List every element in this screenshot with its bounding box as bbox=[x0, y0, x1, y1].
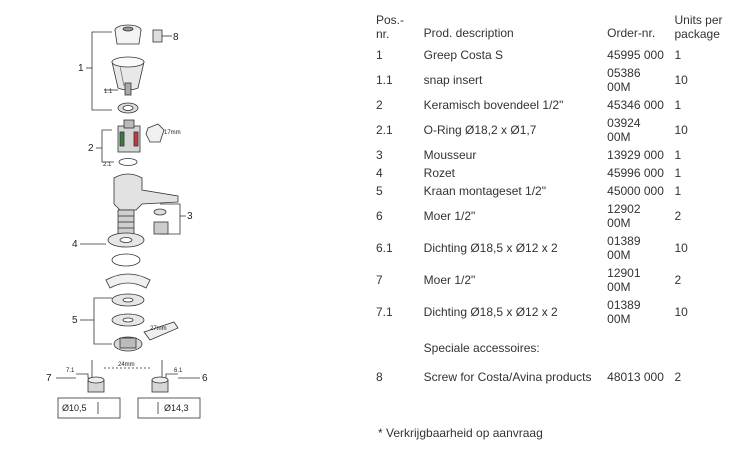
order-nr-cell: 48013 000 bbox=[607, 370, 664, 384]
description-cell: Rozet bbox=[423, 166, 456, 180]
callout-8: 8 bbox=[173, 32, 179, 43]
callout-2: 2 bbox=[88, 143, 94, 154]
callout-line-5 bbox=[94, 298, 112, 344]
screw-part bbox=[153, 30, 162, 42]
table-row bbox=[374, 199, 746, 231]
description-cell: Screw for Costa/Avina products bbox=[423, 370, 592, 384]
table-row bbox=[374, 295, 746, 327]
callout-5: 5 bbox=[72, 315, 78, 326]
order-nr-cell: 45346 000 bbox=[607, 98, 664, 112]
table-row bbox=[374, 45, 746, 63]
pos-cell: 3 bbox=[376, 148, 383, 162]
pos-cell: 7.1 bbox=[376, 305, 393, 319]
units-cell: 1 bbox=[674, 48, 682, 62]
callout-1-1: 1.1 bbox=[104, 89, 113, 95]
dim-17mm: 17mm bbox=[164, 130, 181, 136]
callout-4: 4 bbox=[72, 239, 78, 250]
order-nr-cell: 12901 00M bbox=[607, 266, 641, 294]
section-spacer bbox=[374, 327, 422, 367]
description-cell: Moer 1/2" bbox=[423, 209, 476, 223]
units-cell: 1 bbox=[674, 184, 682, 198]
order-nr-cell: 13929 000 bbox=[607, 148, 664, 162]
pos-cell: 7 bbox=[376, 273, 383, 287]
units-cell: 1 bbox=[674, 166, 682, 180]
order-nr-cell: 01389 00M bbox=[607, 234, 641, 262]
order-nr-cell: 03924 00M bbox=[607, 116, 641, 144]
description-cell: Dichting Ø18,5 x Ø12 x 2 bbox=[423, 241, 558, 255]
units-cell: 10 bbox=[674, 73, 688, 87]
pos-cell: 5 bbox=[376, 184, 383, 198]
units-cell: 10 bbox=[674, 305, 688, 319]
faucet-body-part bbox=[114, 174, 178, 210]
aerator-part bbox=[154, 222, 168, 234]
callout-3: 3 bbox=[187, 211, 193, 222]
availability-footnote: * Verkrijgbaarheid op aanvraag bbox=[378, 426, 543, 440]
dim-24mm: 24mm bbox=[118, 362, 135, 368]
callout-2-1: 2.1 bbox=[103, 162, 112, 168]
pos-cell: 1.1 bbox=[376, 73, 393, 87]
pos-cell: 6 bbox=[376, 209, 383, 223]
table-row bbox=[374, 63, 746, 95]
units-cell: 10 bbox=[674, 241, 688, 255]
description-cell: Moer 1/2" bbox=[423, 273, 476, 287]
order-nr-cell: 45000 000 bbox=[607, 184, 664, 198]
units-cell: 2 bbox=[674, 209, 682, 223]
callout-7-1: 7.1 bbox=[66, 368, 75, 374]
parts-table bbox=[374, 12, 746, 385]
parts-table-body bbox=[374, 45, 746, 385]
callout-line-1 bbox=[92, 32, 112, 110]
order-nr-cell: 01389 00M bbox=[607, 298, 641, 326]
dim-box-right-label: Ø14,3 bbox=[164, 403, 189, 413]
exploded-parts-diagram bbox=[0, 0, 360, 452]
units-cell: 1 bbox=[674, 98, 682, 112]
callout-line-2 bbox=[102, 130, 114, 162]
order-nr-cell: 45996 000 bbox=[607, 166, 664, 180]
pos-cell: 2 bbox=[376, 98, 383, 112]
pos-cell: 8 bbox=[376, 370, 383, 384]
description-cell: Keramisch bovendeel 1/2" bbox=[423, 98, 564, 112]
section-row bbox=[374, 327, 746, 367]
order-nr-cell: 45995 000 bbox=[607, 48, 664, 62]
header-order-nr: Order-nr. bbox=[607, 26, 656, 40]
units-cell: 10 bbox=[674, 123, 688, 137]
table-row bbox=[374, 263, 746, 295]
description-cell: O-Ring Ø18,2 x Ø1,7 bbox=[423, 123, 537, 137]
pos-cell: 6.1 bbox=[376, 241, 393, 255]
callout-6-1: 6.1 bbox=[174, 368, 183, 374]
units-cell: 2 bbox=[674, 370, 682, 384]
table-row bbox=[374, 113, 746, 145]
header-description: Prod. description bbox=[423, 26, 514, 40]
pos-cell: 2.1 bbox=[376, 123, 393, 137]
table-row bbox=[374, 163, 746, 181]
dim-27mm: 27mm bbox=[150, 326, 167, 332]
units-cell: 2 bbox=[674, 273, 682, 287]
callout-6: 6 bbox=[202, 373, 208, 384]
order-nr-cell: 12902 00M bbox=[607, 202, 641, 230]
dim-box-left-label: Ø10,5 bbox=[62, 403, 87, 413]
description-cell: Mousseur bbox=[423, 148, 477, 162]
callout-1: 1 bbox=[78, 63, 84, 74]
table-header-row bbox=[374, 12, 746, 45]
table-row bbox=[374, 95, 746, 113]
description-cell: Dichting Ø18,5 x Ø12 x 2 bbox=[423, 305, 558, 319]
table-row bbox=[374, 145, 746, 163]
description-cell: snap insert bbox=[423, 73, 483, 87]
table-row bbox=[374, 181, 746, 199]
table-row bbox=[374, 231, 746, 263]
units-cell: 1 bbox=[674, 148, 682, 162]
callout-7: 7 bbox=[46, 373, 52, 384]
header-units: Units per package bbox=[674, 13, 723, 41]
pos-cell: 4 bbox=[376, 166, 383, 180]
description-cell: Kraan montageset 1/2" bbox=[423, 184, 546, 198]
section-label: Speciale accessoires: bbox=[423, 341, 540, 355]
order-nr-cell: 05386 00M bbox=[607, 66, 641, 94]
description-cell: Greep Costa S bbox=[423, 48, 504, 62]
header-pos: Pos.- nr. bbox=[376, 13, 405, 41]
pos-cell: 1 bbox=[376, 48, 383, 62]
table-row bbox=[374, 367, 746, 385]
